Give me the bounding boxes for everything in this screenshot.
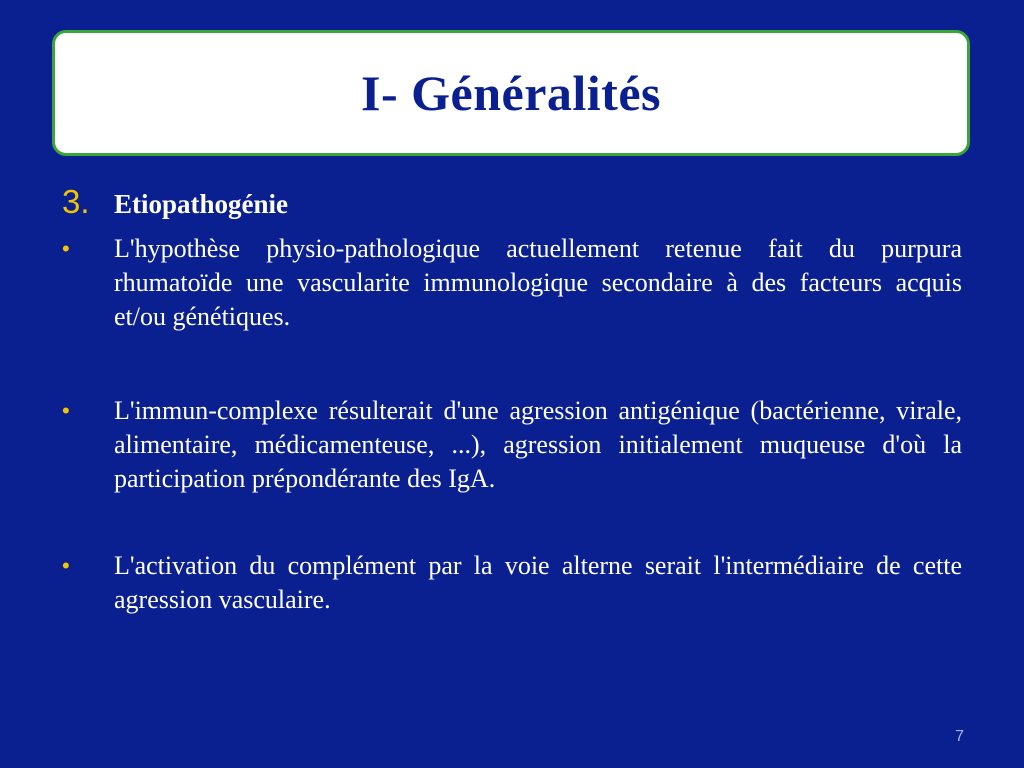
page-number: 7 bbox=[955, 728, 964, 745]
bullet-text: L'immun-complexe résulterait d'une agression antigénique (bactérienne, virale, alimentaire, médicamenteuse, ...), agression initialement muqueuse d'où la participation prépondérante des IgA. bbox=[114, 396, 962, 493]
bullet-item bbox=[62, 394, 962, 496]
bullet-marker: • bbox=[62, 398, 70, 423]
bullet-item bbox=[62, 232, 962, 334]
section-number: 3. bbox=[62, 183, 90, 220]
title-box bbox=[52, 30, 970, 156]
bullet-marker: • bbox=[62, 236, 70, 261]
bullet-item bbox=[62, 549, 962, 617]
bullet-text: L'activation du complément par la voie alterne serait l'intermédiaire de cette agression vasculaire. bbox=[114, 551, 962, 614]
bullet-marker: • bbox=[62, 553, 70, 578]
slide-title: I- Généralités bbox=[361, 65, 661, 121]
section-title: Etiopathogénie bbox=[114, 189, 289, 219]
section-heading bbox=[62, 183, 288, 221]
bullet-text: L'hypothèse physio-pathologique actuellement retenue fait du purpura rhumatoïde une vascularite immunologique secondaire à des facteurs acquis et/ou génétiques. bbox=[114, 234, 962, 331]
